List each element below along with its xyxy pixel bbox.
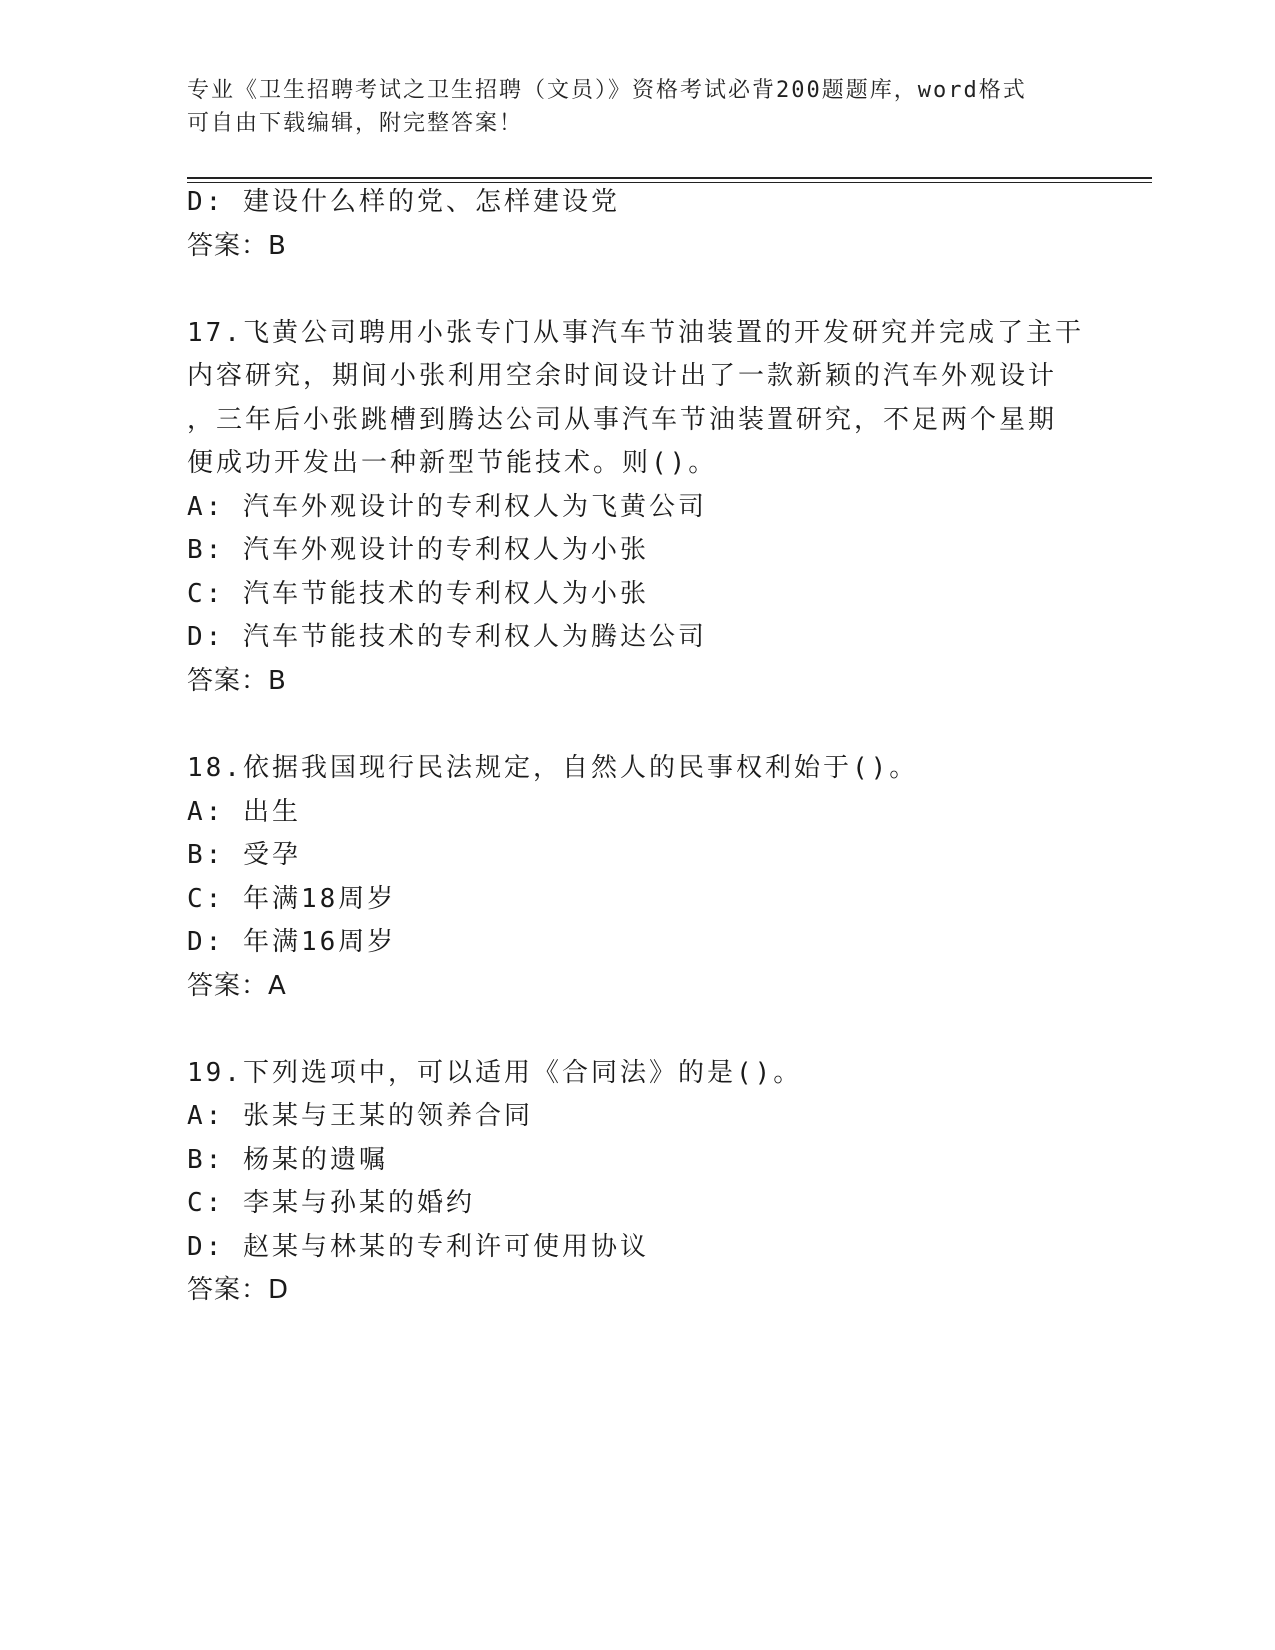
prev-answer: 答案：B	[187, 231, 287, 261]
q17-option-a: A: 汽车外观设计的专利权人为飞黄公司	[187, 492, 707, 522]
q17-answer: 答案：B	[187, 666, 287, 696]
q19-option-c: C: 李某与孙某的婚约	[187, 1188, 475, 1218]
q19-option-d: D: 赵某与林某的专利许可使用协议	[187, 1232, 649, 1262]
q17-option-c: C: 汽车节能技术的专利权人为小张	[187, 579, 649, 609]
q18-answer: 答案：A	[187, 971, 287, 1001]
header-divider-thin	[187, 182, 1152, 183]
q17-stem-line-1: 17.飞黄公司聘用小张专门从事汽车节油装置的开发研究并完成了主干	[187, 318, 1084, 348]
q19-option-a: A: 张某与王某的领养合同	[187, 1101, 533, 1131]
header-divider-thick	[187, 177, 1152, 179]
q18-option-c: C: 年满18周岁	[187, 884, 397, 914]
prev-option-d: D: 建设什么样的党、怎样建设党	[187, 187, 620, 217]
q19-answer: 答案：D	[187, 1275, 290, 1305]
q18-option-b: B: 受孕	[187, 840, 301, 870]
q17-stem-line-2: 内容研究，期间小张利用空余时间设计出了一款新颖的汽车外观设计	[187, 361, 1058, 391]
q18-option-d: D: 年满16周岁	[187, 927, 397, 957]
q17-stem-line-3: ，三年后小张跳槽到腾达公司从事汽车节油装置研究，不足两个星期	[187, 405, 1058, 435]
q18-option-a: A: 出生	[187, 797, 301, 827]
q19-stem: 19.下列选项中，可以适用《合同法》的是()。	[187, 1058, 803, 1088]
header-line-2: 可自由下载编辑，附完整答案！	[187, 111, 524, 136]
q17-stem-line-4: 便成功开发出一种新型节能技术。则()。	[187, 448, 718, 478]
q17-option-b: B: 汽车外观设计的专利权人为小张	[187, 535, 649, 565]
q17-option-d: D: 汽车节能技术的专利权人为腾达公司	[187, 622, 707, 652]
document-header	[187, 74, 1087, 140]
q18-stem: 18.依据我国现行民法规定，自然人的民事权利始于()。	[187, 753, 919, 783]
q19-option-b: B: 杨某的遗嘱	[187, 1145, 388, 1175]
header-line-1: 专业《卫生招聘考试之卫生招聘（文员）》资格考试必背200题题库，word格式	[187, 78, 1027, 103]
